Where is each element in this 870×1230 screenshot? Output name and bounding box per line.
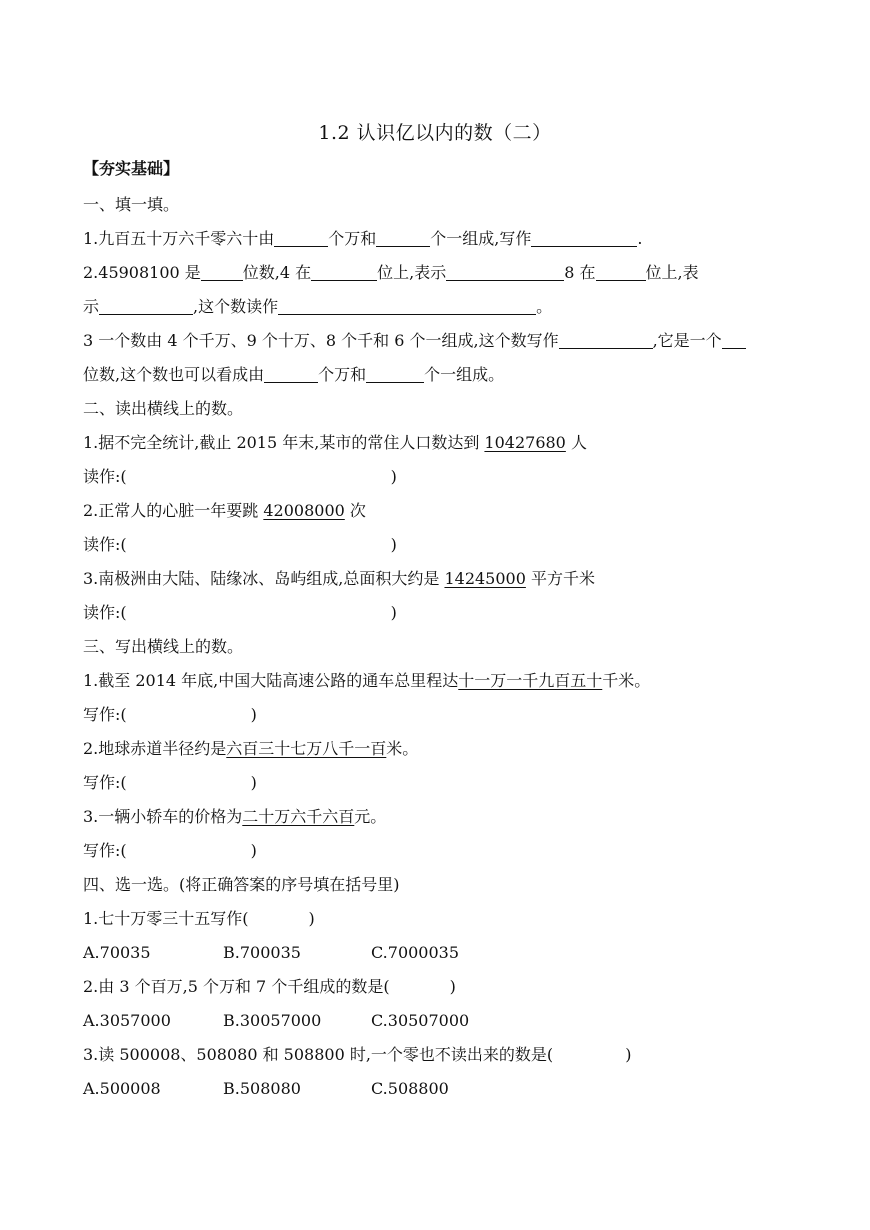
option-a[interactable]: A.70035 [83,943,151,962]
option-c[interactable]: C.7000035 [371,943,460,962]
part4-q3: 3.读 500008、508080 和 508800 时,一个零也不读出来的数是( ) [83,1045,632,1064]
part2-q2-answer[interactable]: 读作:( ) [83,535,397,554]
option-b[interactable]: B.508080 [223,1079,301,1098]
part4-q1: 1.七十万零三十五写作( ) [83,909,315,928]
part1-q3-cont: 位数,这个数也可以看成由 个万和 个一组成。 [83,365,505,384]
answer-blank[interactable] [446,264,564,281]
part2-q2: 2.正常人的心脏一年要跳 42008000 次 [83,501,366,520]
part2-q1: 1.据不完全统计,截止 2015 年末,某市的常住人口数达到 10427680 人 [83,433,587,452]
part4-q2-options [83,1010,469,1032]
answer-blank[interactable] [99,298,193,315]
answer-blank[interactable] [559,332,653,349]
option-c[interactable]: C.508800 [371,1079,449,1098]
part4-q3-options [83,1078,449,1100]
part2-q3: 3.南极洲由大陆、陆缘冰、岛屿组成,总面积大约是 14245000 平方千米 [83,569,595,588]
page-title: 1.2 认识亿以内的数（二） [318,122,552,144]
part1-heading: 一、填一填。 [83,195,180,214]
option-c[interactable]: C.30507000 [371,1011,470,1030]
option-a[interactable]: A.3057000 [83,1011,171,1030]
option-b[interactable]: B.700035 [223,943,301,962]
answer-blank[interactable] [311,264,377,281]
part3-q3: 3.一辆小轿车的价格为二十万六千六百元。 [83,807,387,826]
part3-q2: 2.地球赤道半径约是六百三十七万八千一百米。 [83,739,419,758]
answer-blank[interactable] [274,230,328,247]
option-b[interactable]: B.30057000 [223,1011,322,1030]
part4-q1-options [83,942,459,964]
part1-q1: 1.九百五十万六千零六十由 个万和 个一组成,写作 . [83,229,643,248]
answer-blank[interactable] [264,366,318,383]
answer-blank[interactable] [366,366,424,383]
part3-heading: 三、写出横线上的数。 [83,637,244,656]
part3-q3-answer[interactable]: 写作:( ) [83,841,257,860]
part3-q2-answer[interactable]: 写作:( ) [83,773,257,792]
section-basic-heading: 【夯实基础】 [83,159,180,178]
part2-heading: 二、读出横线上的数。 [83,399,244,418]
part4-q2: 2.由 3 个百万,5 个万和 7 个千组成的数是( ) [83,977,456,996]
answer-blank[interactable] [596,264,646,281]
part1-q2: 2.45908100 是 位数,4 在 位上,表示 8 在 位上,表 [83,263,699,282]
answer-blank[interactable] [722,332,746,349]
part1-q3: 3 一个数由 4 个千万、9 个十万、8 个千和 6 个一组成,这个数写作 ,它是一个 [83,330,746,352]
answer-blank[interactable] [376,230,430,247]
part1-q2-cont: 示 ,这个数读作 。 [83,297,553,316]
part2-q1-answer[interactable]: 读作:( ) [83,467,397,486]
answer-blank[interactable] [531,230,637,247]
answer-blank[interactable] [201,264,243,281]
answer-blank[interactable] [278,298,536,315]
part4-heading: 四、选一选。(将正确答案的序号填在括号里) [83,875,400,894]
part2-q3-answer[interactable]: 读作:( ) [83,603,397,622]
part3-q1-answer[interactable]: 写作:( ) [83,705,257,724]
part3-q1: 1.截至 2014 年底,中国大陆高速公路的通车总里程达十一万一千九百五十千米。 [83,671,651,690]
option-a[interactable]: A.500008 [83,1079,161,1098]
